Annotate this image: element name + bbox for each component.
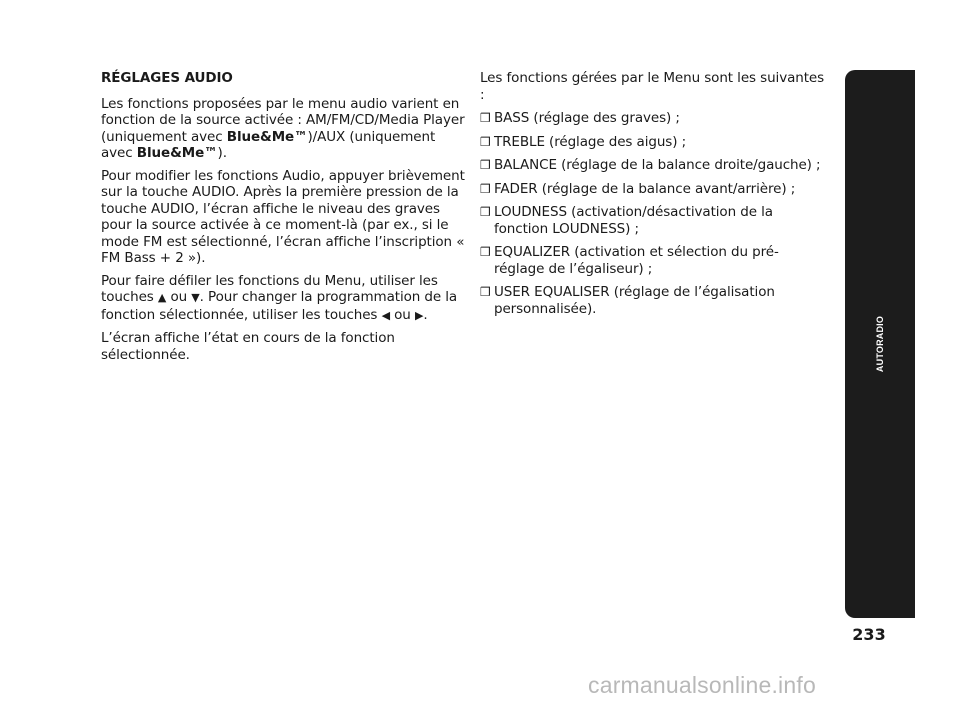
checkbox-bullet-icon: ❒ [480,205,491,219]
list-item: ❒ LOUDNESS (activation/désactivation de la fonction LOUDNESS) ; [480,204,773,237]
list-item: ❒ USER EQUALISER (réglage de l’égalisation personnalisée). [480,284,775,317]
audio-button-paragraph: Pour modifier les fonctions Audio, appuyer brièvement sur la touche AUDIO. Après la première pression de la touche AUDIO, l’écran affiche le niveau des graves pour la source activée à ce moment-là (par ex., si le mode FM est sélectionné, l’écran affiche l’inscription « FM Bass + 2 »). [101,167,465,266]
left-arrow-icon: ◀ [381,308,390,322]
watermark: carmanualsonline.info [588,672,816,698]
chapter-tab [845,70,915,618]
section-heading: RÉGLAGES AUDIO [101,70,233,86]
checkbox-bullet-icon: ❒ [480,285,491,299]
checkbox-bullet-icon: ❒ [480,245,491,259]
checkbox-bullet-icon: ❒ [480,158,491,172]
display-paragraph: L’écran affiche l’état en cours de la fonction sélectionnée. [101,330,395,363]
list-intro: Les fonctions gérées par le Menu sont les suivantes : [480,70,825,103]
list-item: ❒ BASS (réglage des graves) ; [480,110,680,126]
right-arrow-icon: ▶ [414,308,424,322]
right-column [480,70,825,324]
down-arrow-icon: ▼ [191,291,200,304]
list-item: ❒ EQUALIZER (activation et sélection du pré-réglage de l’égaliseur) ; [480,244,779,277]
checkbox-bullet-icon: ❒ [480,181,491,196]
list-item: ❒ FADER (réglage de la balance avant/arrière) ; [480,180,796,197]
checkbox-bullet-icon: ❒ [480,134,491,149]
up-arrow-icon: ▲ [157,291,167,304]
chapter-tab-label: AUTORADIO [875,315,885,373]
brand-name: Blue&Me™ [136,145,218,161]
page-number: 233 [852,625,886,644]
navigation-paragraph: Pour faire défiler les fonctions du Menu, utiliser les touches ▲ ou ▼. Pour changer la programmation de la fonction sélectionnée, utiliser les touches ◀ ou ▶. [101,272,458,323]
left-column [101,70,467,369]
list-item: ❒ BALANCE (réglage de la balance droite/gauche) ; [480,157,821,173]
brand-name: Blue&Me™ [226,128,308,145]
list-item: ❒ TREBLE (réglage des aigus) ; [480,133,687,150]
checkbox-bullet-icon: ❒ [480,111,491,125]
intro-paragraph: Les fonctions proposées par le menu audio varient en fonction de la source activée : AM/FM/CD/Media Player (uniquement avec Blue&Me™)/AUX (uniquement avec Blue&Me™). [101,95,465,161]
